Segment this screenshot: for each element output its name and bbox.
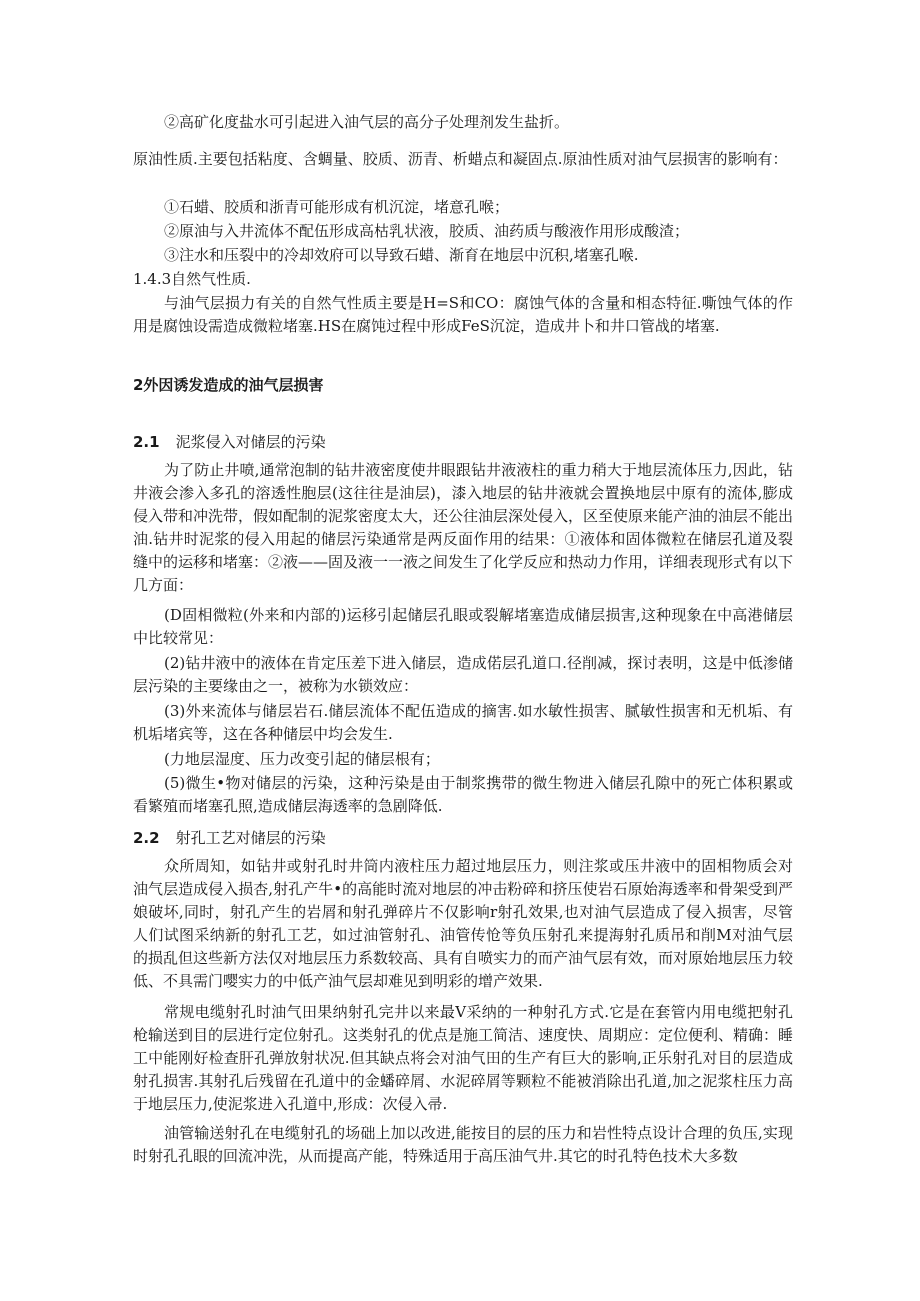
paragraph-wireline-perforation: 常规电缆射孔时油气田果纳射孔完井以来最V采纳的一种射孔方式.它是在套管内用电缆把射孔枪输送到目的层进行定位射孔。这类射孔的优点是施工简洁、速度快、周期应：定位便利、精确：睡工中能刚好检查肝孔弹放射状况.但其缺点将会对油气田的生产有巨大的影响,正乐射孔对目的层造成射孔损害.其射孔后残留在孔道中的金蟠碎屑、水泥碎屑等颗粒不能被消除出孔道,加之泥浆柱压力高于地层压力,使泥浆进入孔道中,形成：次侵入帚. <box>133 1003 794 1113</box>
paragraph-crude-oil-properties: 原油性质.主要包括粘度、含蜩量、胶质、沥青、析蜡点和凝固点.原油性质对油气层损害的影响有： <box>133 150 788 168</box>
list-item-microorganisms: (5)微生•物对储层的污染，这种污染是由于制浆携带的微生物进入储层孔隙中的死亡体积累或看繁殖而堵塞孔照,造成储层海透率的急剧降低. <box>133 774 793 815</box>
list-item-emulsion: ②原油与入井流体不配伍形成高枯乳状液，胶质、油药质与酸液作用形成酸渣； <box>164 222 690 240</box>
section-title: 射孔工艺对储层的污染 <box>175 829 326 847</box>
section-heading-external-factors: 2外因诱发造成的油气层损害 <box>133 376 324 394</box>
paragraph-brine-effect: ②高矿化度盐水可引起进入油气层的高分子处理剂发生盐折。 <box>164 113 570 131</box>
subsection-heading-gas-properties: 1.4.3自然气性质. <box>133 270 251 288</box>
list-item-cooling-effect: ③注水和压裂中的冷却效府可以导致石蜡、渐育在地层中沉积,堵塞孔喉. <box>164 246 639 264</box>
list-item-incompatibility: (3)外来流体与储层岩石.储层流体不配伍造成的摘害.如水敏性损害、腻敏性损害和无机垢、有机垢堵宾等，这在各种储层中均会发生. <box>133 702 793 743</box>
paragraph-tubing-conveyed-perforation: 油管输送射孔在电缆射孔的场础上加以改进,能按目的层的压力和岩性特点设计合理的负压,实现时射孔孔眼的回流冲洗，从而提高产能，特殊适用于高压油气井.其它的时孔特色技术大多数 <box>133 1124 793 1165</box>
section-title: 泥浆侵入对储层的污染 <box>175 433 326 451</box>
paragraph-perforation-damage: 众所周知，如钻井或射孔时井筒内液柱压力超过地层压力，则注浆或压井液中的固相物质会对油气层造成侵入损杏,射孔产牛•的高能时流对地层的冲击粉碎和挤压使岩石原始海透率和骨架受到严娘破坏,同时，射孔产生的岩屑和射孔弹碎片不仅影响r射孔效果,也对油气层造成了侵入损害，尽管人们试图采纳新的射孔工艺，如过油管射孔、油管传怆等负压射孔来提海射孔质吊和削M对油气层的损乱但这些新方法仅对地层压力系数较高、具有自喷实力的而产油气层有效，而对原始地层压力较低、不具需门嘤实力的中低产油气层却难见到明彩的增产效果. <box>133 857 794 990</box>
list-item-solid-particles: (D固相微粒(外来和内部的)运移引起储层孔眼或裂解堵塞造成储层损害,这种现象在中高港储层中比较常见： <box>133 606 793 647</box>
section-number: 2.1 <box>133 433 160 451</box>
list-item-water-lock: (2)钻井液中的液体在肯定压差下进入储层，造成偌层孔道口.径削减，探讨表明，这是中低渗储层污染的主要缘由之一，被称为水锁效应： <box>133 654 793 695</box>
paragraph-mud-invasion: 为了防止井喷,通常泡制的钻井液密度使井眼跟钻井液液柱的重力稍大于地层流体压力,因此，钻井液会渗入多孔的溶透性胞层(这往往是油层)，漆入地层的钻井液就会置换地层中原有的流体,膨成侵入带和冲洗带，假如配制的泥浆密度太大，还公往油层深处侵入，区至使原来能产油的油层不能出油.钻井时泥浆的侵入用起的储层污染通常是两反面作用的结果：①液体和固体微粒在储层孔道及裂缝中的运移和堵塞：②液——固及液一一液之间发生了化学反应和热动力作用，详细表现形式有以下几方面： <box>133 461 794 594</box>
paragraph-gas-properties: 与油气层损力有关的自然气性质主要是H=S和CO：腐蚀气体的含量和相态特征.嘶蚀气体的作用是腐蚀设需造成微粒堵塞.HS在腐饨过程中形成FeS沉淀，造成井卜和井口管战的堵塞. <box>133 294 793 335</box>
section-heading-2-2 <box>133 827 326 848</box>
list-item-temperature-pressure: (力地层湿度、压力改变引起的储层根有； <box>164 750 440 768</box>
section-heading-2-1 <box>133 431 326 452</box>
section-number: 2.2 <box>133 829 160 847</box>
list-item-wax-asphaltene: ①石蜡、胶质和浙青可能形成有机沉淀，堵意孔喉； <box>164 198 510 216</box>
